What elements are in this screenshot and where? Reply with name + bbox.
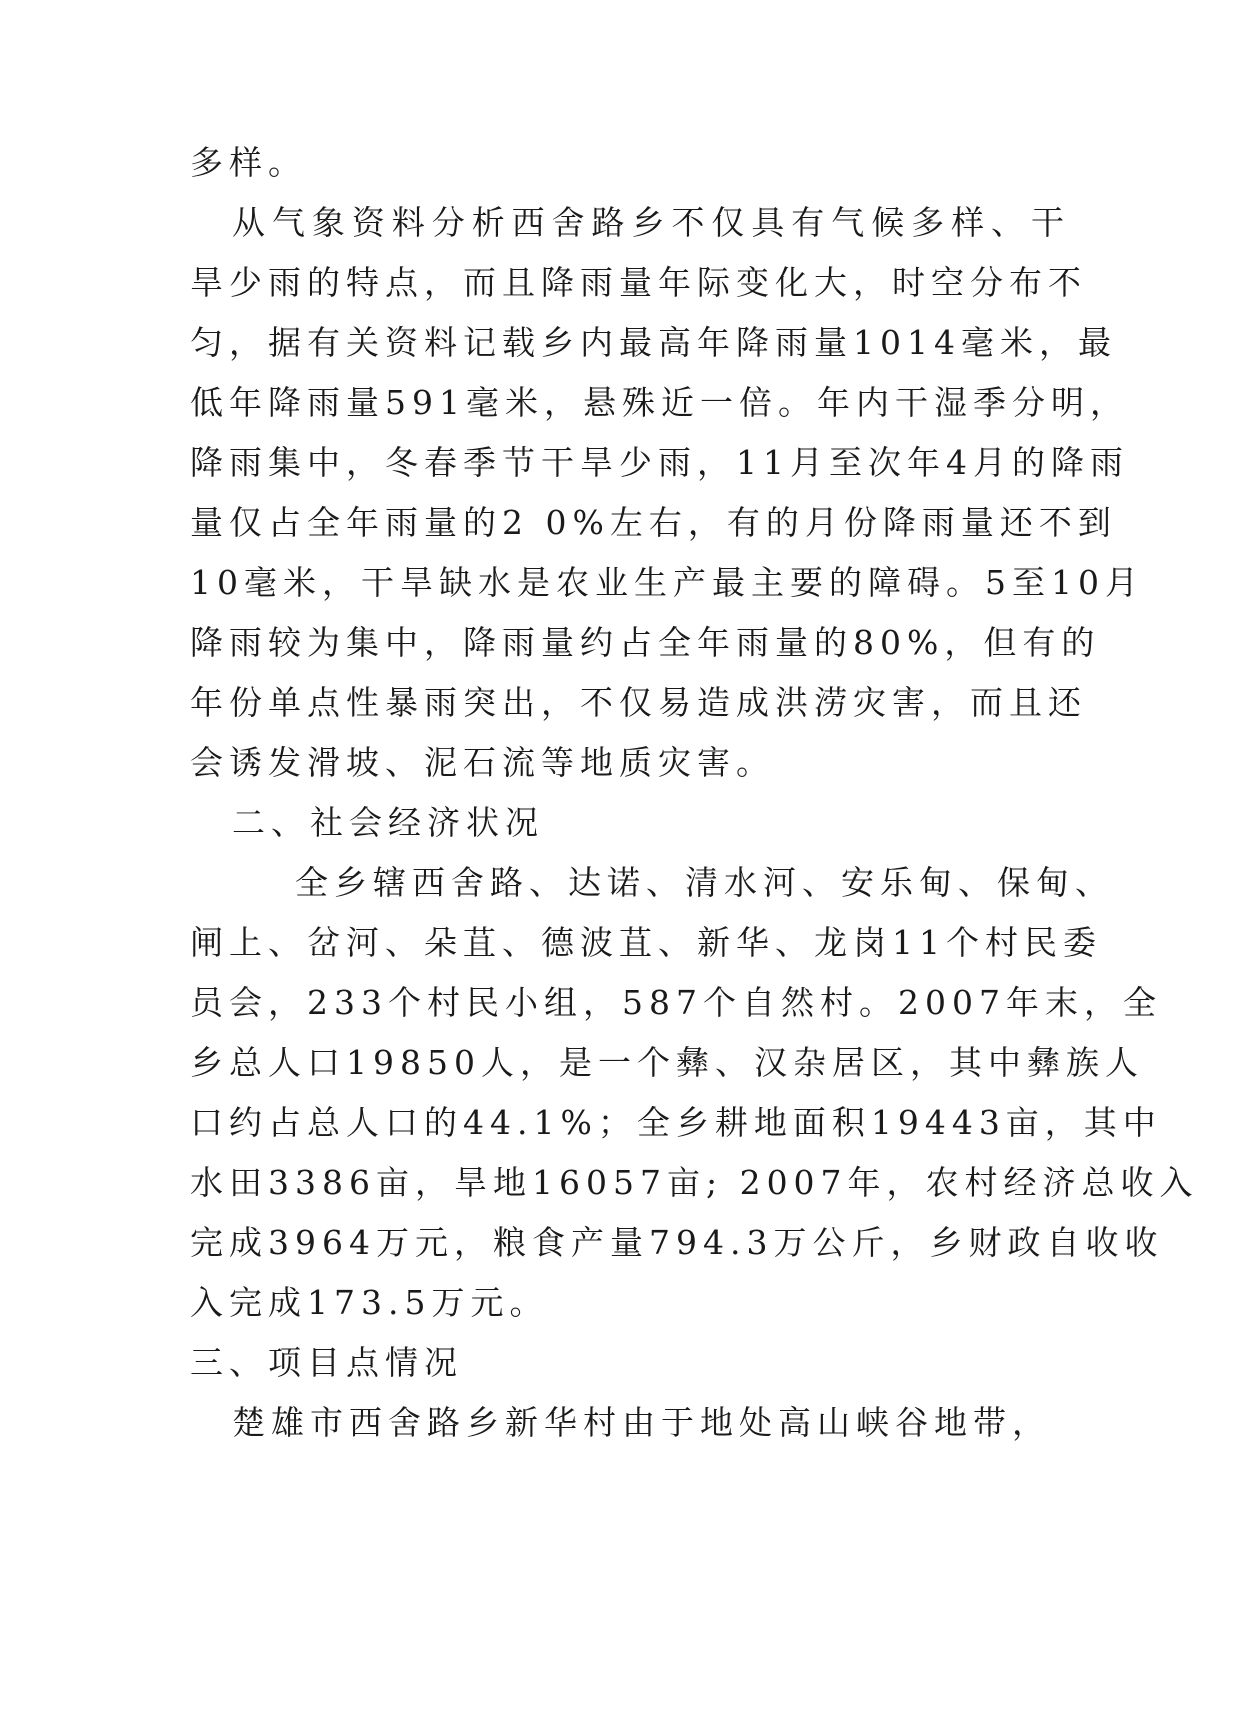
text-line: 入完成173.5万元。: [190, 1283, 549, 1322]
text-line: 会诱发滑坡、泥石流等地质灾害。: [190, 743, 775, 782]
text-line: 口约占总人口的44.1%；全乡耕地面积19443亩，其中: [190, 1103, 1162, 1142]
paragraph-first-line: 从气象资料分析西舍路乡不仅具有气候多样、干: [232, 203, 1070, 242]
text-line: 完成3964万元，粮食产量794.3万公斤，乡财政自收收: [190, 1223, 1164, 1262]
text-line: 员会，233个村民小组，587个自然村。2007年末，全: [190, 983, 1162, 1022]
text-line: 量仅占全年雨量的2 0%左右，有的月份降雨量还不到: [190, 503, 1117, 542]
paragraph-first-line: 全乡辖西舍路、达诺、清水河、安乐甸、保甸、: [295, 863, 1114, 902]
text-line: 降雨集中，冬春季节干旱少雨，11月至次年4月的降雨: [190, 443, 1129, 482]
text-line: 低年降雨量591毫米，悬殊近一倍。年内干湿季分明，: [190, 383, 1129, 422]
text-line: 水田3386亩，旱地16057亩; 2007年，农村经济总收入: [190, 1163, 1199, 1202]
text-line: 年份单点性暴雨突出，不仅易造成洪涝灾害，而且还: [190, 683, 1087, 722]
text-line: 旱少雨的特点，而且降雨量年际变化大，时空分布不: [190, 263, 1087, 302]
paragraph-first-line: 楚雄市西舍路乡新华村由于地处高山峡谷地带，: [232, 1403, 1051, 1442]
text-line: 降雨较为集中，降雨量约占全年雨量的80%，但有的: [190, 623, 1101, 662]
text-line: 匀，据有关资料记载乡内最高年降雨量1014毫米，最: [190, 323, 1117, 362]
section-heading: 二、社会经济状况: [232, 803, 544, 842]
text-line: 乡总人口19850人，是一个彝、汉杂居区，其中彝族人: [190, 1043, 1144, 1082]
text-line: 闸上、岔河、朵苴、德波苴、新华、龙岗11个村民委: [190, 923, 1102, 962]
text-line: 10毫米，干旱缺水是农业生产最主要的障碍。5至10月: [190, 563, 1144, 602]
section-heading: 三、项目点情况: [190, 1343, 463, 1382]
text-line: 多样。: [190, 143, 307, 182]
